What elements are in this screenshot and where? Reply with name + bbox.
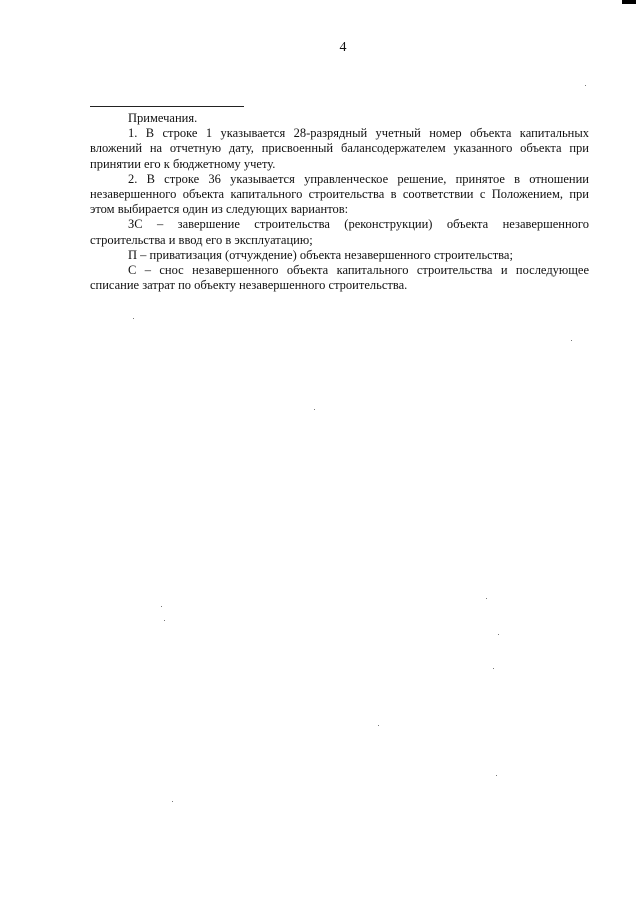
notes-heading: Примечания. bbox=[128, 111, 198, 125]
scan-speck bbox=[571, 340, 572, 341]
page-number: 4 bbox=[339, 40, 347, 55]
note-paragraph-1: 1. В строке 1 указывается 28-разрядный учетный номер объекта капитальных вложений на отчетную дату, присвоенный балансодержателем указанного объекта при принятии его к бюджетному учету. bbox=[90, 126, 589, 171]
scan-speck bbox=[585, 85, 586, 86]
notes-section bbox=[90, 111, 589, 293]
note-option-zs: ЗС – завершение строительства (реконструкции) объекта незавершенного строительства и ввод его в эксплуатацию; bbox=[90, 217, 589, 247]
scan-speck bbox=[314, 409, 315, 410]
corner-scan-mark bbox=[622, 0, 636, 4]
footnote-separator-line bbox=[90, 106, 244, 107]
note-option-p: П – приватизация (отчуждение) объекта незавершенного строительства; bbox=[128, 247, 513, 262]
scan-speck bbox=[164, 620, 165, 621]
note-option-s: С – снос незавершенного объекта капитального строительства и последующее списание затрат по объекту незавершенного строительства. bbox=[90, 263, 589, 293]
scan-speck bbox=[496, 775, 497, 776]
scan-speck bbox=[133, 318, 134, 319]
scan-speck bbox=[172, 801, 173, 802]
scan-speck bbox=[378, 725, 379, 726]
scan-speck bbox=[493, 668, 494, 669]
scan-speck bbox=[486, 598, 487, 599]
scan-speck bbox=[161, 606, 162, 607]
scan-speck bbox=[498, 634, 499, 635]
note-paragraph-2: 2. В строке 36 указывается управленческое решение, принятое в отношении незавершенного объекта капитального строительства в соответствии с Положением, при этом выбирается один из следующих вариантов: bbox=[90, 171, 589, 217]
